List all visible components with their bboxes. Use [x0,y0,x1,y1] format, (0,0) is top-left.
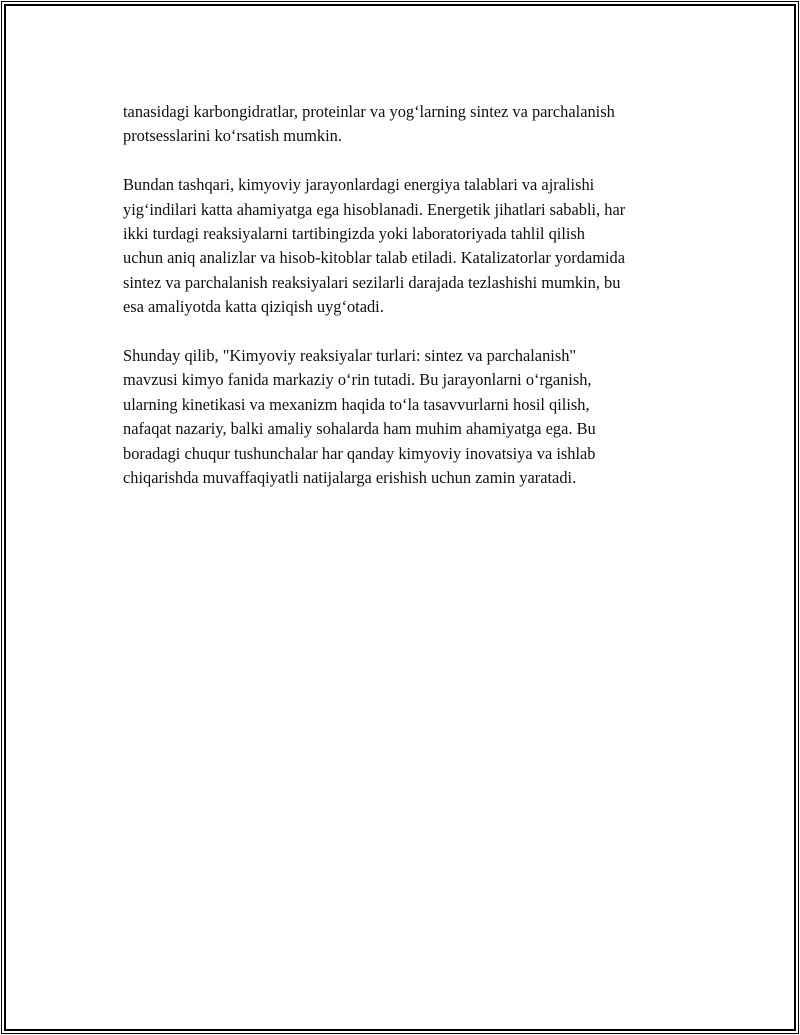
paragraph-1 [123,100,691,149]
text-line: chiqarishda muvaffaqiyatli natijalarga erishish uchun zamin yaratadi. [123,468,577,488]
text-line: Shunday qilib, "Kimyoviy reaksiyalar turlari: sintez va parchalanish" [123,346,577,366]
paragraph-3 [123,344,691,490]
text-line: esa amaliyotda katta qiziqish uyg‘otadi. [123,297,384,317]
text-line: Bundan tashqari, kimyoviy jarayonlardagi energiya talablari va ajralishi [123,175,595,195]
paragraph-2 [123,173,691,319]
text-line: protsesslarini ko‘rsatish mumkin. [123,126,342,146]
text-line: uchun aniq analizlar va hisob-kitoblar talab etiladi. Katalizatorlar yordamida [123,248,625,268]
text-line: ikki turdagi reaksiyalarni tartibingizda yoki laboratoriyada tahlil qilish [123,224,585,244]
page-border [4,4,796,1031]
text-line: mavzusi kimyo fanida markaziy o‘rin tutadi. Bu jarayonlarni o‘rganish, [123,370,592,390]
text-line: yig‘indilari katta ahamiyatga ega hisoblanadi. Energetik jihatlari sababli, har [123,199,626,219]
text-line: ularning kinetikasi va mexanizm haqida to‘la tasavvurlarni hosil qilish, [123,394,590,414]
text-line: boradagi chuqur tushunchalar har qanday kimyoviy inovatsiya va ishlab [123,443,596,463]
document-body [123,100,691,490]
text-line: nafaqat nazariy, balki amaliy sohalarda ham muhim ahamiyatga ega. Bu [123,419,596,439]
text-line: tanasidagi karbongidratlar, proteinlar va yog‘larning sintez va parchalanish [123,102,615,121]
text-line: sintez va parchalanish reaksiyalari sezilarli darajada tezlashishi mumkin, bu [123,272,621,292]
